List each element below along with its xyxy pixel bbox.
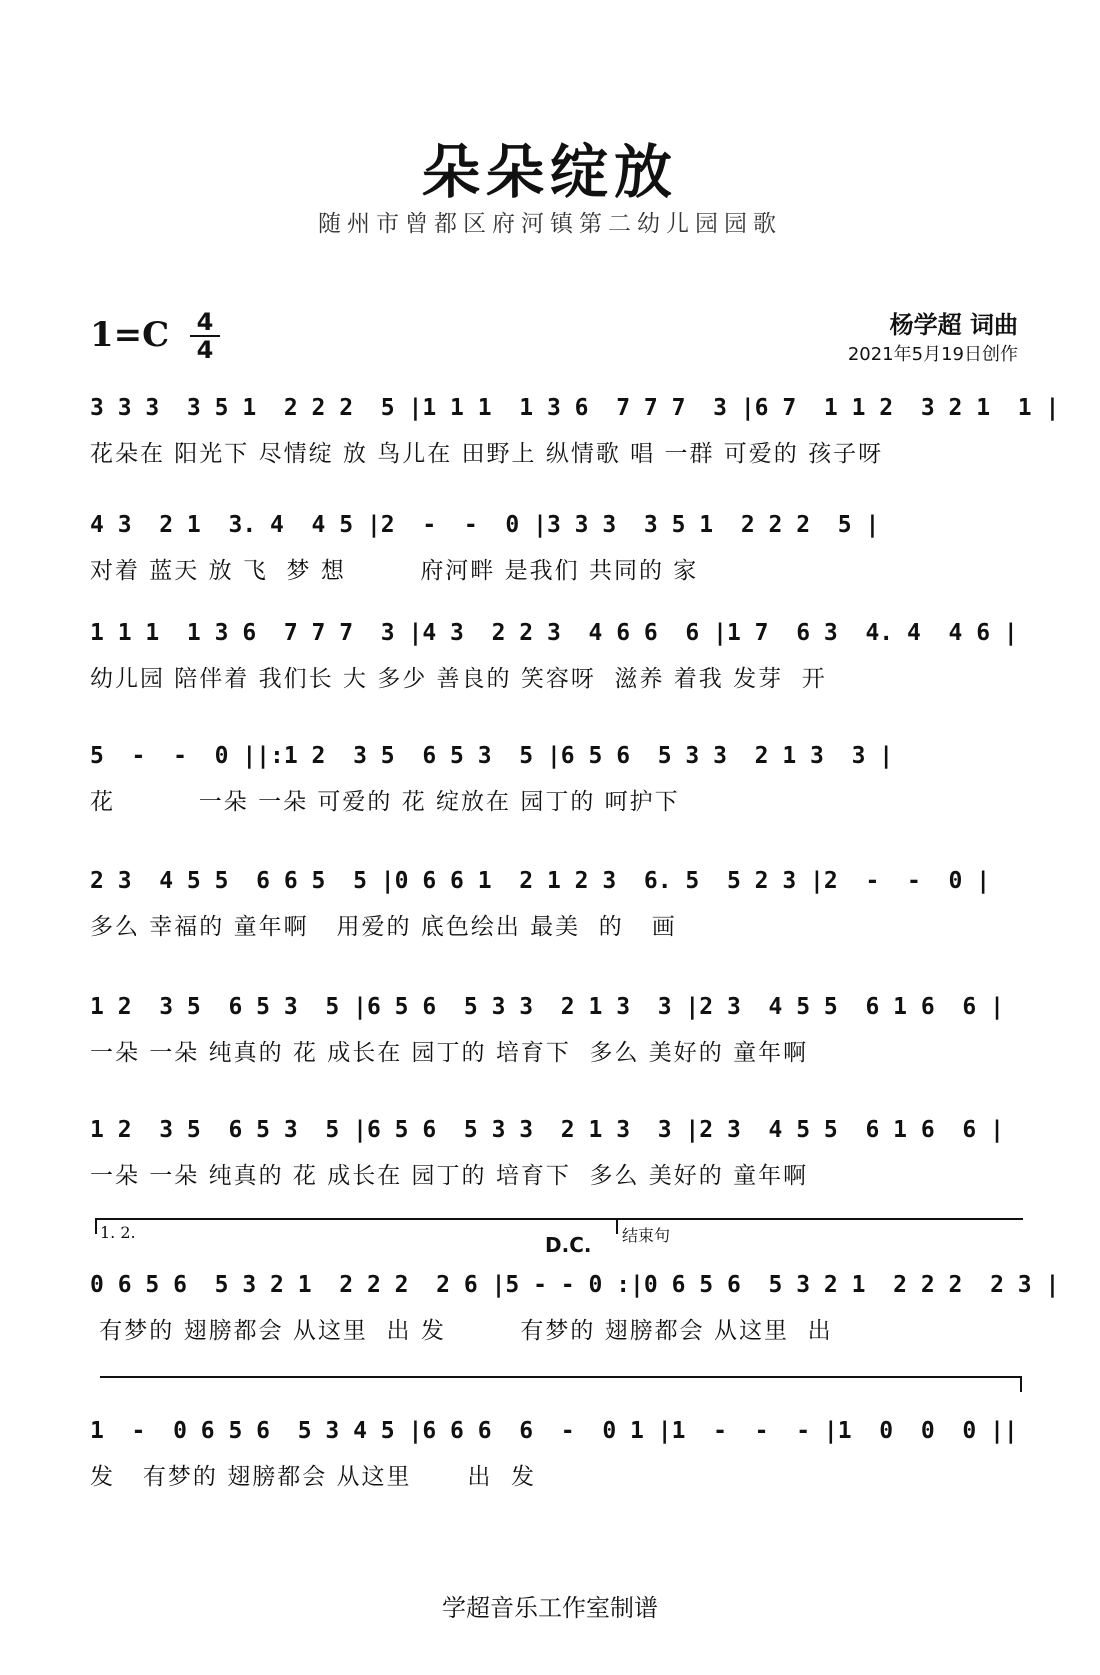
lyrics: 花 一朵 一朵 可爱的 花 绽放在 园丁的 呵护下	[90, 789, 680, 815]
ending-bracket	[616, 1218, 1023, 1234]
lyrics: 对着 蓝天 放 飞 梦 想 府河畔 是我们 共同的 家	[90, 558, 699, 584]
key-signature: 1=C	[90, 315, 170, 355]
lyrics: 多么 幸福的 童年啊 用爱的 底色绘出 最美 的 画	[90, 914, 677, 940]
ending-label: 结束句	[622, 1226, 671, 1245]
notes: 1 - 0 6 5 6 5 3 4 5 |6 6 6 6 - 0 1 |1 - - - |1 0 0 0 ||	[90, 1418, 1018, 1444]
lyrics: 一朵 一朵 纯真的 花 成长在 园丁的 培育下 多么 美好的 童年啊	[90, 1040, 809, 1066]
time-signature-bottom: 4	[196, 336, 214, 364]
notes: 5 - - 0 ||:1 2 3 5 6 5 3 5 |6 5 6 5 3 3 2 1 3 3 |	[90, 743, 894, 769]
notes: 2 3 4 5 5 6 6 5 5 |0 6 6 1 2 1 2 3 6. 5 5 2 3 |2 - - 0 |	[90, 868, 991, 894]
volta-label: 1. 2.	[100, 1223, 136, 1242]
volta-bracket	[95, 1218, 617, 1234]
lyrics: 一朵 一朵 纯真的 花 成长在 园丁的 培育下 多么 美好的 童年啊	[90, 1163, 809, 1189]
notes: 1 2 3 5 6 5 3 5 |6 5 6 5 3 3 2 1 3 3 |2 3 4 5 5 6 1 6 6 |	[90, 994, 1004, 1020]
ending-bracket-continued	[100, 1376, 1022, 1392]
score-system	[80, 512, 1025, 622]
creation-date: 2021年5月19日创作	[847, 344, 1018, 365]
score-system	[80, 1272, 1060, 1382]
score-system	[80, 994, 1025, 1104]
notes: 0 6 5 6 5 3 2 1 2 2 2 2 6 |5 - - 0 :|0 6 5 6 5 3 2 1 2 2 2 2 3 |	[90, 1272, 1060, 1298]
notes: 1 1 1 1 3 6 7 7 7 3 |4 3 2 2 3 4 6 6 6 |1 7 6 3 4. 4 4 6 |	[90, 620, 1018, 646]
notes: 4 3 2 1 3. 4 4 5 |2 - - 0 |3 3 3 3 5 1 2 2 2 5 |	[90, 512, 880, 538]
score-system	[80, 1117, 1025, 1227]
score-system	[80, 620, 1025, 730]
song-subtitle: 随州市曾都区府河镇第二幼儿园园歌	[318, 211, 782, 237]
lyrics: 幼儿园 陪伴着 我们长 大 多少 善良的 笑容呀 滋养 着我 发芽 开	[90, 666, 827, 692]
song-title: 朵朵绽放	[421, 138, 678, 206]
notes: 3 3 3 3 5 1 2 2 2 5 |1 1 1 1 3 6 7 7 7 3 |6 7 1 1 2 3 2 1 1 |	[90, 395, 1060, 421]
da-capo: D.C.	[545, 1233, 592, 1257]
author-credit: 杨学超 词曲	[889, 311, 1018, 339]
lyrics: 花朵在 阳光下 尽情绽 放 鸟儿在 田野上 纵情歌 唱 一群 可爱的 孩子呀	[90, 441, 884, 467]
lyrics: 有梦的 翅膀都会 从这里 出 发 有梦的 翅膀都会 从这里 出	[90, 1318, 833, 1344]
score-system	[80, 395, 1060, 505]
time-signature-top: 4	[196, 308, 214, 336]
score-system	[80, 868, 1025, 978]
notes: 1 2 3 5 6 5 3 5 |6 5 6 5 3 3 2 1 3 3 |2 3 4 5 5 6 1 6 6 |	[90, 1117, 1004, 1143]
score-system	[80, 1418, 1025, 1528]
time-signature	[190, 310, 220, 362]
score-system	[80, 743, 1025, 853]
footer-credit: 学超音乐工作室制谱	[442, 1594, 658, 1622]
lyrics: 发 有梦的 翅膀都会 从这里 出 发	[90, 1464, 537, 1490]
